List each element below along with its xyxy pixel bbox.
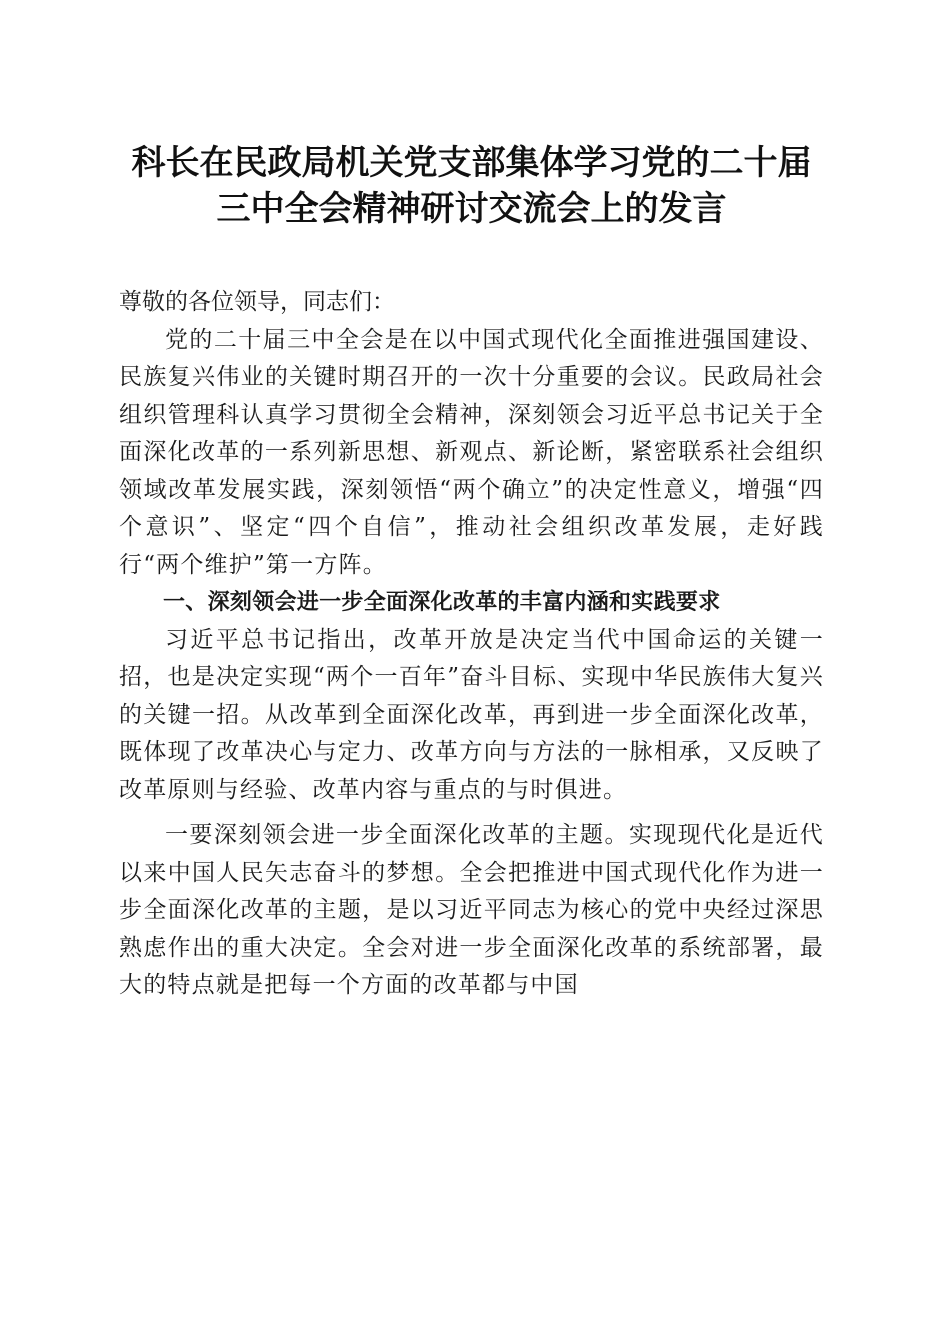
document-body <box>119 284 824 1005</box>
title-line-1: 科长在民政局机关党支部集体学习党的二十届 <box>131 143 812 183</box>
title-line-2: 三中全会精神研讨交流会上的发言 <box>216 189 727 229</box>
paragraph-gap <box>119 809 824 817</box>
salutation: 尊敬的各位领导，同志们： <box>119 289 395 315</box>
section-heading-1: 一、深刻领会进一步全面深化改革的丰富内涵和实践要求 <box>163 590 721 615</box>
paragraph-reform-key: 习近平总书记指出，改革开放是决定当代中国命运的关键一招，也是决定实现“两个一百年”奋斗目标、实现中华民族伟大复兴的关键一招。从改革到全面深化改革，再到进一步全面深化改革，既体现了改革决心与定力、改革方向与方法的一脉相承，又反映了改革原则与经验、改革内容与重点的与时俱进。 <box>119 626 824 803</box>
paragraph-intro: 党的二十届三中全会是在以中国式现代化全面推进强国建设、民族复兴伟业的关键时期召开的一次十分重要的会议。民政局社会组织管理科认真学习贯彻全会精神，深刻领会习近平总书记关于全面深化改革的一系列新思想、新观点、新论断，紧密联系社会组织领域改革发展实践，深刻领悟“两个确立”的决定性意义，增强“四个意识”、坚定“四个自信”，推动社会组织改革发展，走好践行“两个维护”第一方阵。 <box>119 326 824 578</box>
paragraph-theme: 一要深刻领会进一步全面深化改革的主题。实现现代化是近代以来中国人民矢志奋斗的梦想。全会把推进中国式现代化作为进一步全面深化改革的主题，是以习近平同志为核心的党中央经过深思熟虑作出的重大决定。全会对进一步全面深化改革的系统部署，最大的特点就是把每一个方面的改革都与中国 <box>119 822 824 998</box>
document-page <box>119 140 824 1005</box>
document-title <box>89 140 854 232</box>
